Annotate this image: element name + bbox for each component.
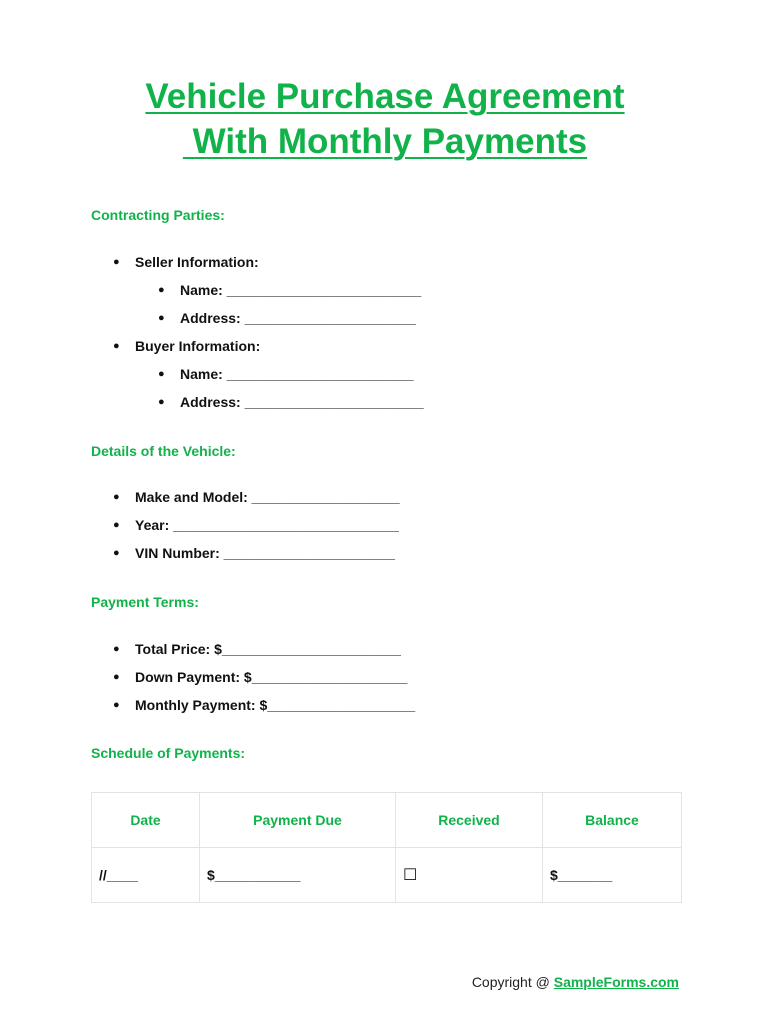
- bullet-icon: ●: [158, 284, 165, 296]
- down-payment-field: Down Payment: $____________________: [135, 669, 408, 685]
- payment-due-cell: $___________: [200, 848, 396, 903]
- bullet-icon: ●: [113, 491, 120, 503]
- list-item-seller-name: [158, 282, 421, 298]
- list-item-vin: [113, 545, 395, 561]
- received-checkbox[interactable]: ☐: [396, 848, 543, 903]
- bullet-icon: ●: [158, 312, 165, 324]
- column-header-payment-due: Payment Due: [200, 793, 396, 848]
- seller-name-field: Name: _________________________: [180, 282, 422, 298]
- vin-field: VIN Number: ______________________: [135, 545, 395, 561]
- bullet-icon: ●: [113, 340, 120, 352]
- document-title: [0, 74, 770, 164]
- section-heading-vehicle: Details of the Vehicle:: [91, 443, 236, 459]
- list-item-buyer-address: [158, 394, 424, 410]
- bullet-icon: ●: [113, 547, 120, 559]
- bullet-icon: ●: [158, 368, 165, 380]
- seller-address-field: Address: ______________________: [180, 310, 416, 326]
- year-field: Year: _____________________________: [135, 517, 399, 533]
- section-heading-contracting-parties: Contracting Parties:: [91, 207, 225, 223]
- list-item-year: [113, 517, 399, 533]
- list-item-seller-address: [158, 310, 416, 326]
- section-heading-schedule: Schedule of Payments:: [91, 745, 246, 761]
- bullet-icon: ●: [113, 519, 120, 531]
- copyright-text: Copyright @: [471, 974, 554, 990]
- bullet-icon: ●: [158, 396, 165, 408]
- buyer-name-field: Name: ________________________: [180, 366, 414, 382]
- list-item-buyer-name: [158, 366, 414, 382]
- monthly-payment-field: Monthly Payment: $___________________: [135, 697, 416, 713]
- title-line-2: With Monthly Payments: [182, 122, 588, 161]
- total-price-field: Total Price: $_______________________: [135, 641, 401, 657]
- column-header-date: Date: [92, 793, 200, 848]
- buyer-address-field: Address: _______________________: [180, 394, 424, 410]
- brand-link[interactable]: SampleForms.com: [553, 974, 679, 990]
- table-header-row: [92, 793, 682, 848]
- bullet-icon: ●: [113, 643, 120, 655]
- payment-schedule-table: [91, 792, 682, 903]
- bullet-icon: ●: [113, 671, 120, 683]
- section-heading-payment-terms: Payment Terms:: [91, 594, 199, 610]
- copyright-footer: [472, 974, 679, 990]
- list-item-total-price: [113, 641, 401, 657]
- list-item-seller-information: [113, 254, 259, 270]
- list-item-down-payment: [113, 669, 407, 685]
- list-item-make-model: [113, 489, 400, 505]
- bullet-icon: ●: [113, 256, 120, 268]
- column-header-received: Received: [396, 793, 543, 848]
- buyer-information-label: Buyer Information:: [135, 338, 261, 354]
- list-item-monthly-payment: [113, 697, 415, 713]
- seller-information-label: Seller Information:: [135, 254, 259, 270]
- date-cell: //____: [92, 848, 200, 903]
- table-row: [92, 848, 682, 903]
- bullet-icon: ●: [113, 699, 120, 711]
- title-line-1: Vehicle Purchase Agreement: [145, 77, 625, 116]
- balance-cell: $_______: [543, 848, 682, 903]
- make-model-field: Make and Model: ___________________: [135, 489, 400, 505]
- list-item-buyer-information: [113, 338, 260, 354]
- column-header-balance: Balance: [543, 793, 682, 848]
